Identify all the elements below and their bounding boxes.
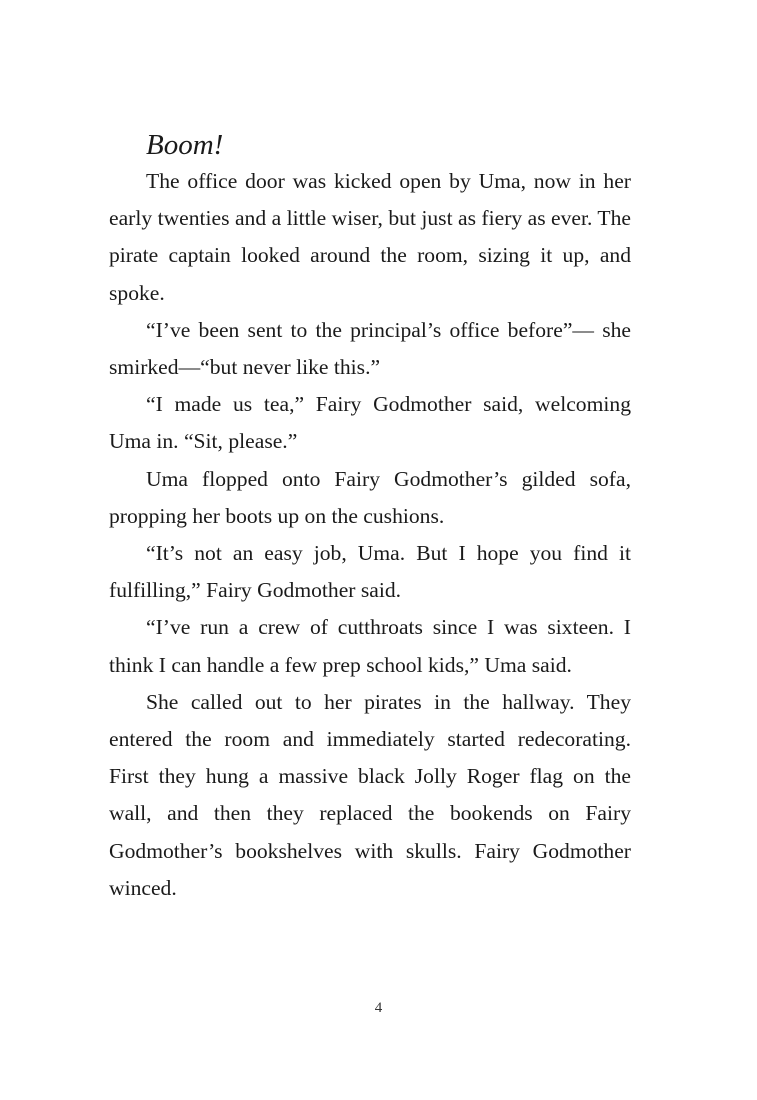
paragraph-6: “I’ve run a crew of cutthroats since I was sixteen. I think I can handle a few prep school kids,” Uma said. — [109, 615, 631, 677]
body-text — [109, 127, 631, 907]
paragraph-3: “I made us tea,” Fairy Godmother said, welcoming Uma in. “Sit, please.” — [109, 392, 631, 454]
opening-exclamation: Boom! — [146, 129, 224, 161]
paragraph-7: She called out to her pirates in the hallway. They entered the room and immediately started redecorating. First they hung a massive black Jolly Roger flag on the wall, and then they replaced the bookends on Fairy Godmother’s bookshelves with skulls. Fairy Godmother winced. — [109, 689, 631, 900]
paragraph-2: “I’ve been sent to the principal’s office before”— she smirked—“but never like this.” — [109, 317, 631, 380]
paragraph-1: The office door was kicked open by Uma, now in her early twenties and a little wiser, but just as fiery as ever. The pirate captain looked around the room, sizing it up, and spoke. — [109, 169, 631, 305]
page-number: 4 — [374, 1000, 383, 1016]
paragraph-4: Uma flopped onto Fairy Godmother’s gilded sofa, propping her boots up on the cushions. — [109, 466, 631, 528]
paragraph-5: “It’s not an easy job, Uma. But I hope you find it fulfilling,” Fairy Godmother said. — [109, 541, 631, 603]
